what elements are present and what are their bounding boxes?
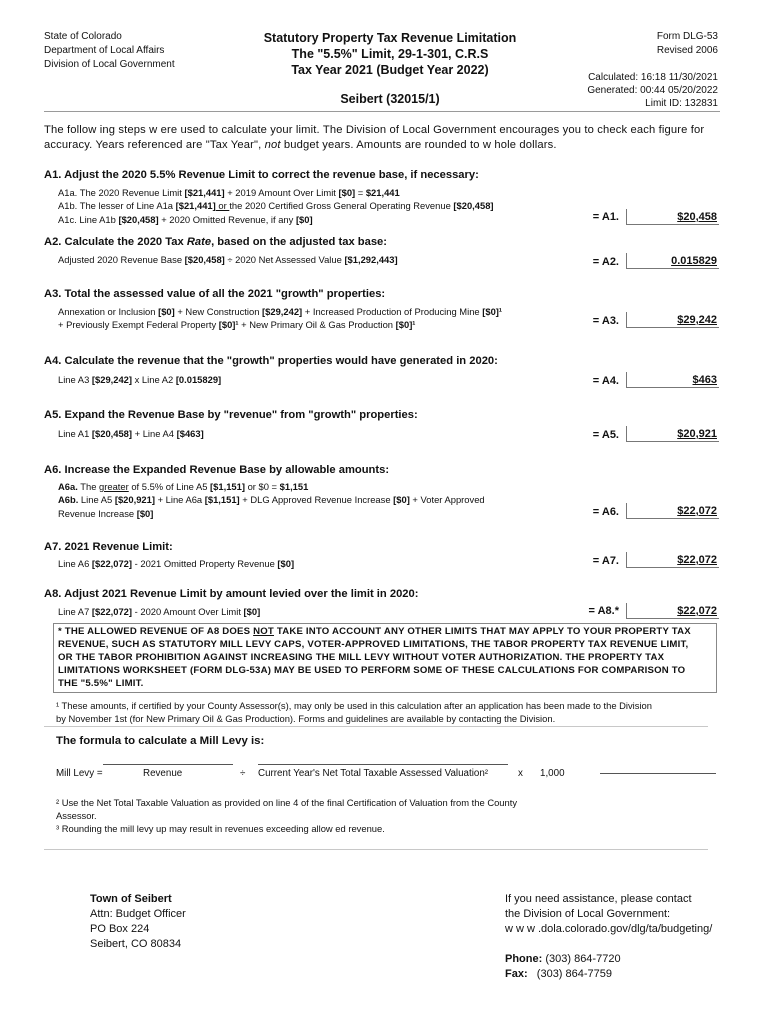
section-a1-title: A1. Adjust the 2020 5.5% Revenue Limit to correct the revenue base, if necessary: bbox=[44, 169, 479, 181]
line-a8: Line A7 [$22,072] - 2020 Amount Over Limit [$0] bbox=[58, 606, 261, 617]
intro-text: budget years. Amounts are rounded to w hole dollars. bbox=[280, 139, 557, 151]
line-a4: Line A3 [$29,242] x Line A2 [0.015829] bbox=[58, 374, 222, 385]
footnote-line: Assessor. bbox=[56, 810, 97, 821]
a8-label: = A8.* bbox=[588, 605, 619, 617]
form-number: Form DLG-53 bbox=[656, 31, 718, 42]
address-po: PO Box 224 bbox=[90, 923, 150, 935]
section-a8-title: A8. Adjust 2021 Revenue Limit by amount levied over the limit in 2020: bbox=[44, 588, 419, 600]
footnote-line: ² Use the Net Total Taxable Valuation as provided on line 4 of the final Certification of Valuation from the County bbox=[56, 797, 518, 808]
fax-line bbox=[505, 967, 712, 982]
footnote-line: ³ Rounding the mill levy up may result in revenues exceeding allow ed revenue. bbox=[56, 823, 385, 834]
footnote-divider bbox=[44, 726, 708, 727]
section-a4-title: A4. Calculate the revenue that the "growth" properties would have generated in 2020: bbox=[44, 355, 498, 367]
phone-number: (303) 864-7720 bbox=[542, 953, 621, 965]
intro-paragraph bbox=[44, 123, 734, 153]
agency-line: Department of Local Affairs bbox=[44, 45, 165, 56]
a6-value: $22,072 bbox=[626, 503, 719, 519]
assistance-block bbox=[505, 892, 712, 982]
section-a5-title: A5. Expand the Revenue Base by "revenue" from "growth" properties: bbox=[44, 409, 418, 421]
section-a7-title: A7. 2021 Revenue Limit: bbox=[44, 541, 173, 553]
intro-text: accuracy. Years referenced are "Tax Year", bbox=[44, 139, 265, 151]
a2-label: = A2. bbox=[592, 256, 619, 268]
footnote-1 bbox=[56, 699, 720, 725]
mailing-address bbox=[90, 892, 186, 952]
line-a6a: A6a. The greater of 5.5% of Line A5 [$1,151] or $0 = $1,151 bbox=[58, 481, 309, 492]
line-a1a: A1a. The 2020 Revenue Limit [$21,441] + 2019 Amount Over Limit [$0] = $21,441 bbox=[58, 187, 400, 198]
allowed-revenue-notice bbox=[53, 623, 717, 693]
footnote-line: by November 1st (for New Primary Oil & Gas Production). Forms and guidelines are available by contacting the Division. bbox=[56, 713, 556, 724]
section-a2-title: A2. Calculate the 2020 Tax Rate, based on the adjusted tax base: bbox=[44, 236, 387, 248]
footnote-line: ¹ These amounts, if certified by your County Assessor(s), may only be used in this calculation after an application has been made to the Division bbox=[56, 700, 652, 711]
mill-levy-label: Mill Levy = bbox=[56, 768, 103, 779]
a7-label: = A7. bbox=[592, 555, 619, 567]
title-line: Tax Year 2021 (Budget Year 2022) bbox=[291, 63, 489, 77]
a3-label: = A3. bbox=[592, 315, 619, 327]
address-attn: Attn: Budget Officer bbox=[90, 908, 186, 920]
a6-label: = A6. bbox=[592, 506, 619, 518]
a5-value: $20,921 bbox=[626, 426, 719, 442]
entity-name: Seibert (32015/1) bbox=[340, 92, 440, 106]
line-a3-2: + Previously Exempt Federal Property [$0]¹ + New Primary Oil & Gas Production [$0]¹ bbox=[58, 319, 416, 330]
fax-label: Fax: bbox=[505, 968, 528, 980]
calculated-stamp: Calculated: 16:18 11/30/2021 bbox=[588, 72, 718, 83]
valuation-label: Current Year's Net Total Taxable Assessed Valuation² bbox=[258, 768, 489, 779]
header-divider bbox=[44, 111, 720, 112]
form-title bbox=[230, 30, 550, 78]
a2-value: 0.015829 bbox=[626, 253, 719, 269]
address-city: Seibert, CO 80834 bbox=[90, 938, 182, 950]
help-line: If you need assistance, please contact bbox=[505, 893, 692, 905]
times-symbol: x bbox=[518, 768, 523, 779]
line-a5: Line A1 [$20,458] + Line A4 [$463] bbox=[58, 428, 204, 439]
a1-value: $20,458 bbox=[626, 209, 719, 225]
line-a7: Line A6 [$22,072] - 2021 Omitted Property Revenue [$0] bbox=[58, 558, 295, 569]
agency-line: State of Colorado bbox=[44, 31, 122, 42]
fax-number: (303) 864-7759 bbox=[527, 968, 613, 980]
form-id-block bbox=[657, 30, 718, 58]
meta-block bbox=[587, 71, 718, 110]
agency-line: Division of Local Government bbox=[44, 59, 175, 70]
line-a1b: A1b. The lesser of Line A1a [$21,441] or the 2020 Certified Gross General Operating Revenue [$20,458] bbox=[58, 200, 494, 211]
line-a2: Adjusted 2020 Revenue Base [$20,458] ÷ 2020 Net Assessed Value [$1,292,443] bbox=[58, 254, 398, 265]
phone-label: Phone: bbox=[505, 953, 543, 965]
footer-divider bbox=[44, 849, 708, 850]
a4-label: = A4. bbox=[592, 375, 619, 387]
notice-line: OR THE TABOR PROHIBITION AGAINST INCREASING THE MILL LEVY WITHOUT VOTER AUTHORIZATION. THE PROPERTY TAX bbox=[58, 652, 665, 663]
revenue-label: Revenue bbox=[143, 768, 183, 779]
divide-symbol: ÷ bbox=[240, 768, 246, 779]
line-a6b: A6b. Line A5 [$20,921] + Line A6a [$1,151] + DLG Approved Revenue Increase [$0] + Voter Approved bbox=[58, 494, 485, 505]
thousand-label: 1,000 bbox=[540, 768, 565, 779]
a7-value: $22,072 bbox=[626, 552, 719, 568]
a3-value: $29,242 bbox=[626, 312, 719, 328]
notice-line: REVENUE, SUCH AS STATUTORY MILL LEVY CAPS, VOTER-APPROVED LIMITATIONS, THE TABOR PROPERTY TAX REVENUE LIMIT, bbox=[58, 639, 689, 650]
notice-line: LIMITATIONS WORKSHEET (FORM DLG-53A) MAY BE USED TO PERFORM SOME OF THESE CALCULATIONS FOR COMPARISON TO bbox=[58, 665, 686, 676]
a5-label: = A5. bbox=[592, 429, 619, 441]
title-line: Statutory Property Tax Revenue Limitation bbox=[263, 31, 517, 45]
intro-line: The follow ing steps w ere used to calculate your limit. The Division of Local Government encourages you to check each figure for bbox=[44, 124, 705, 136]
a8-value: $22,072 bbox=[626, 603, 719, 619]
help-line: the Division of Local Government: bbox=[505, 908, 671, 920]
help-website-link[interactable]: w w w .dola.colorado.gov/dlg/ta/budgeting/ bbox=[505, 923, 713, 935]
generated-stamp: Generated: 00:44 05/20/2022 bbox=[587, 85, 718, 96]
form-revision: Revised 2006 bbox=[656, 45, 718, 56]
section-a6-title: A6. Increase the Expanded Revenue Base by allowable amounts: bbox=[44, 464, 390, 476]
intro-emphasis: not bbox=[264, 139, 281, 151]
line-a6b-cont: Revenue Increase [$0] bbox=[58, 508, 154, 519]
footnote-2-3 bbox=[56, 796, 720, 835]
section-a3-title: A3. Total the assessed value of all the 2021 "growth" properties: bbox=[44, 288, 386, 300]
a1-label: = A1. bbox=[592, 211, 619, 223]
line-a3-1: Annexation or Inclusion [$0] + New Construction [$29,242] + Increased Production of Producing Mine [$0]¹ bbox=[58, 306, 503, 317]
notice-line: * THE ALLOWED REVENUE OF A8 DOES NOT TAKE INTO ACCOUNT ANY OTHER LIMITS THAT MAY APPLY TO YOUR PROPERTY TAX bbox=[58, 626, 691, 637]
intro-line bbox=[44, 138, 734, 153]
line-a1c: A1c. Line A1b [$20,458] + 2020 Omitted Revenue, if any [$0] bbox=[58, 214, 313, 225]
revenue-blank-line bbox=[103, 764, 233, 765]
formula-title: The formula to calculate a Mill Levy is: bbox=[56, 735, 265, 747]
a4-value: $463 bbox=[626, 372, 719, 388]
agency-block bbox=[44, 30, 175, 72]
notice-line: THE "5.5%" LIMIT. bbox=[58, 678, 144, 689]
valuation-blank-line bbox=[258, 764, 508, 765]
phone-line bbox=[505, 952, 712, 967]
address-name: Town of Seibert bbox=[90, 893, 172, 905]
limit-id: Limit ID: 132831 bbox=[645, 98, 718, 109]
title-line: The "5.5%" Limit, 29-1-301, C.R.S bbox=[291, 47, 489, 61]
mill-levy-result-line bbox=[600, 773, 716, 774]
